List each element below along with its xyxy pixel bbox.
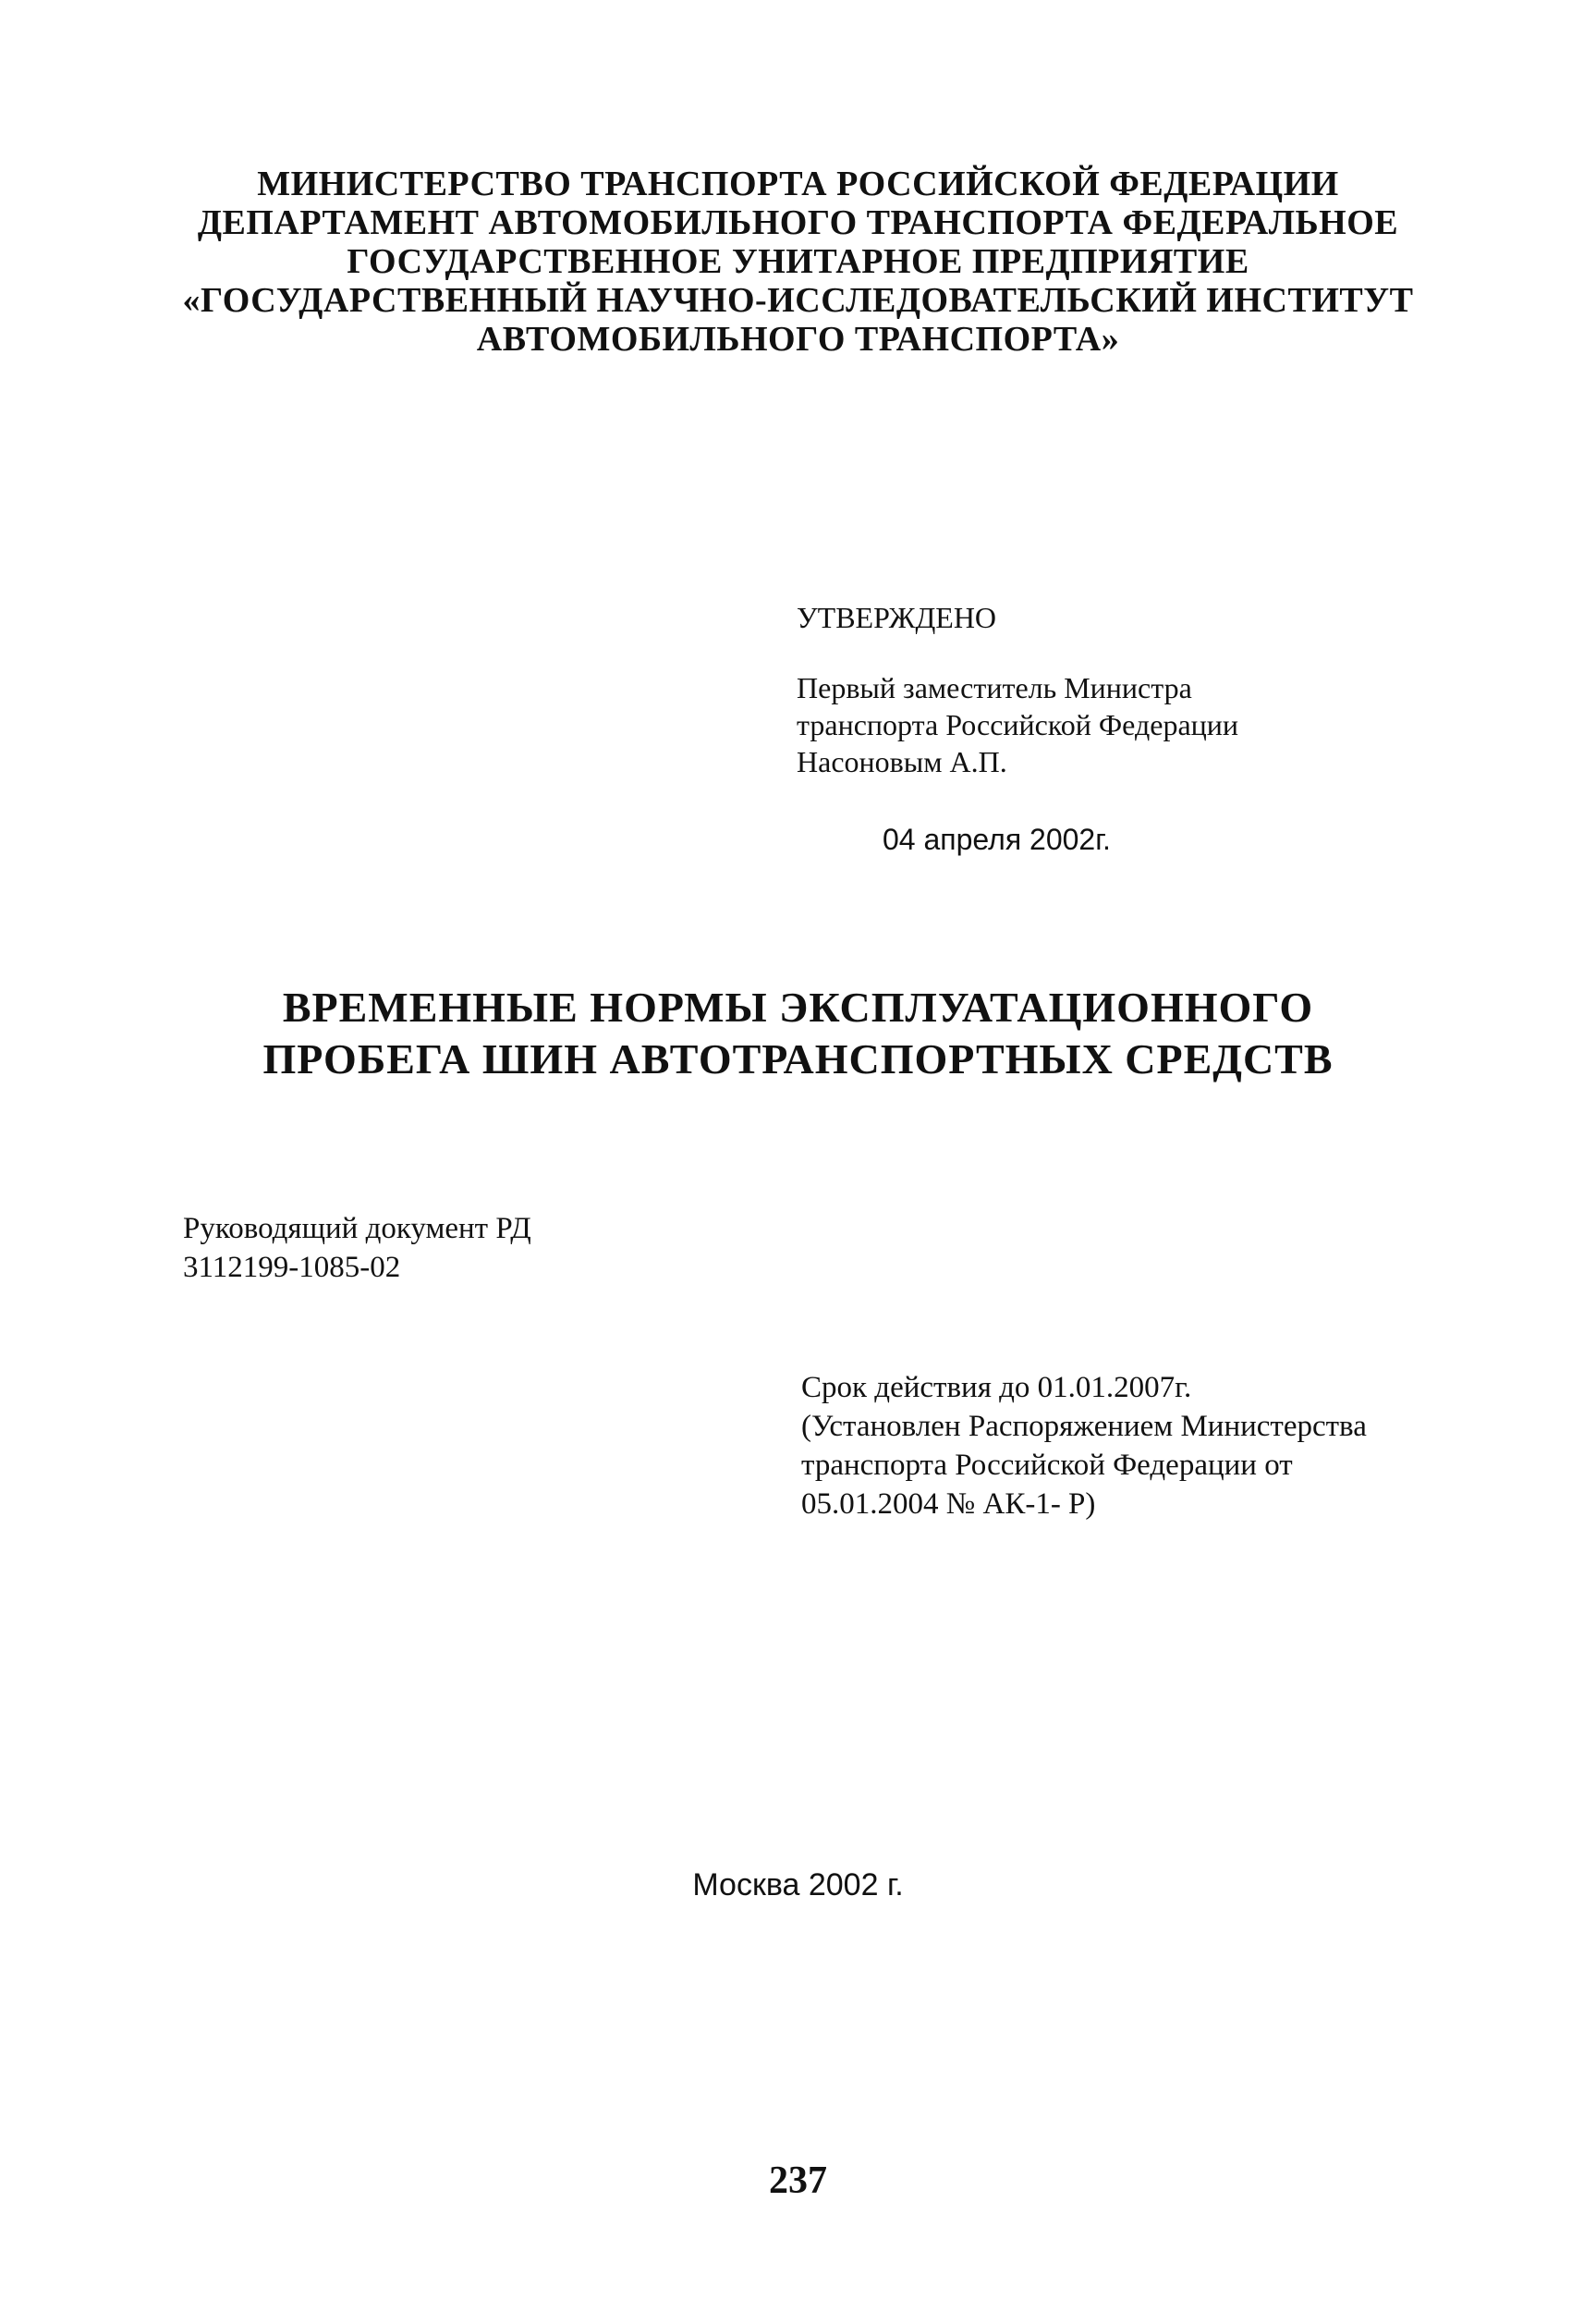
header-line: АВТОМОБИЛЬНОГО ТРАНСПОРТА» (476, 320, 1120, 359)
title-line: ПРОБЕГА ШИН АВТОТРАНСПОРТНЫХ СРЕДСТВ (262, 1035, 1334, 1083)
approver-line: транспорта Российской Федерации (797, 708, 1239, 741)
validity-line: транспорта Российской Федерации от (801, 1449, 1293, 1482)
title-line: ВРЕМЕННЫЕ НОРМЫ ЭКСПЛУАТАЦИОННОГО (282, 984, 1314, 1031)
document-type-line: Руководящий документ РД (183, 1212, 531, 1245)
validity-line: Срок действия до 01.01.2007г. (801, 1371, 1192, 1404)
document-code: 3112199-1085-02 (183, 1251, 401, 1284)
approved-label: УТВЕРЖДЕНО (797, 601, 997, 634)
header-organization (166, 165, 1430, 359)
approver-line: Первый заместитель Министра (797, 671, 1192, 704)
approver-line: Насоновым А.П. (797, 745, 1007, 778)
validity-line: (Установлен Распоряжением Министерства (801, 1410, 1367, 1443)
page-number: 237 (769, 2159, 827, 2202)
validity-block (801, 1368, 1448, 1523)
header-line: МИНИСТЕРСТВО ТРАНСПОРТА РОССИЙСКОЙ ФЕДЕРАЦИИ (257, 165, 1339, 203)
document-title (166, 982, 1430, 1085)
city-year: Москва 2002 г. (692, 1867, 904, 1902)
approver-info (797, 669, 1370, 780)
validity-line: 05.01.2004 № АК-1- Р) (801, 1487, 1096, 1521)
header-line: ДЕПАРТАМЕНТ АВТОМОБИЛЬНОГО ТРАНСПОРТА ФЕДЕРАЛЬНОЕ (197, 203, 1399, 242)
header-line: «ГОСУДАРСТВЕННЫЙ НАУЧНО-ИССЛЕДОВАТЕЛЬСКИЙ ИНСТИТУТ (182, 281, 1414, 320)
approval-date: 04 апреля 2002г. (883, 823, 1111, 856)
approval-block (797, 599, 1370, 780)
document-type (183, 1209, 531, 1287)
header-line: ГОСУДАРСТВЕННОЕ УНИТАРНОЕ ПРЕДПРИЯТИЕ (347, 242, 1249, 281)
